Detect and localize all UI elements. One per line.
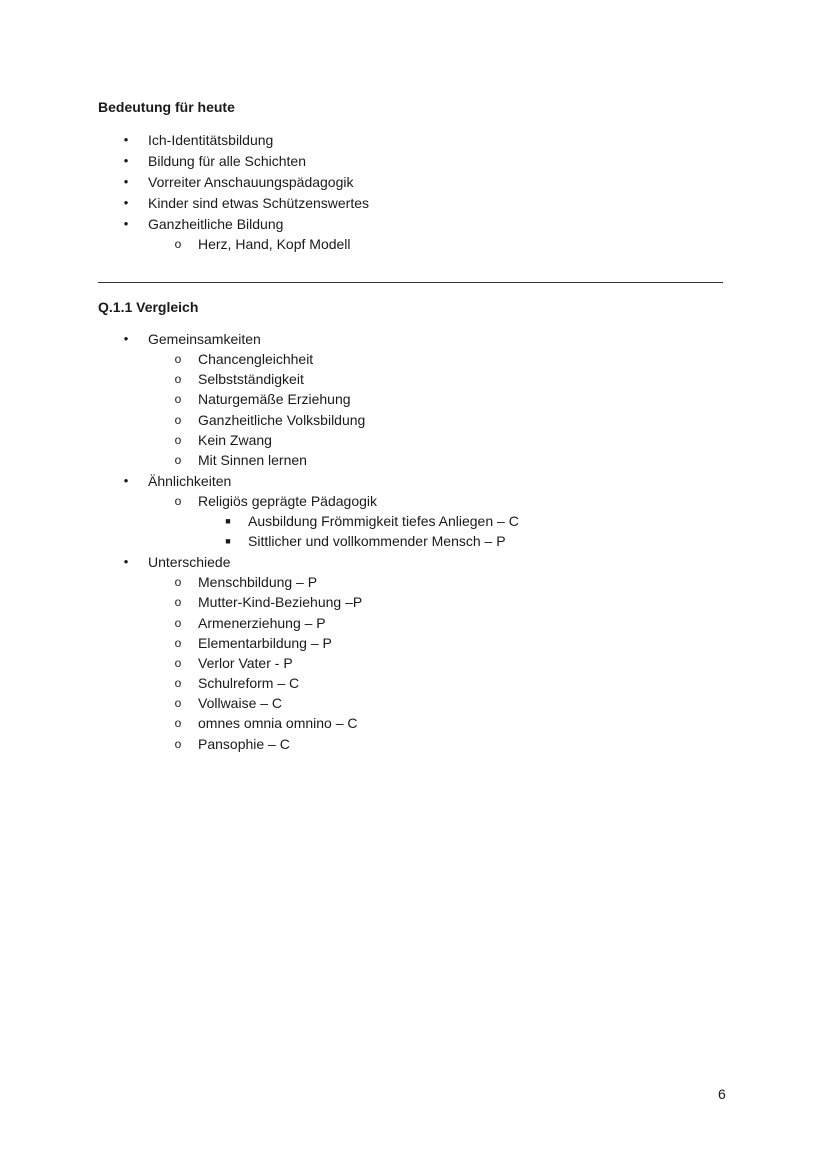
bullet-marker: •: [123, 216, 129, 231]
circle-marker: o: [174, 575, 182, 589]
list-subitem: Selbstständigkeit: [198, 371, 304, 387]
list-subitem: Kein Zwang: [198, 432, 272, 448]
list-item-unterschiede: Unterschiede: [148, 554, 231, 570]
list-item-aehnlichkeiten: Ähnlichkeiten: [148, 473, 232, 489]
circle-marker: o: [174, 453, 182, 467]
list-item: Ich-Identitätsbildung: [148, 132, 274, 148]
list-item: Bildung für alle Schichten: [148, 153, 306, 169]
page-number: 6: [718, 1086, 726, 1102]
circle-marker: o: [174, 636, 182, 650]
list-item-gemeinsamkeiten: Gemeinsamkeiten: [148, 331, 261, 347]
list-item: Ganzheitliche Bildung: [148, 216, 284, 232]
circle-marker: o: [174, 352, 182, 366]
list-subitem: Schulreform – C: [198, 675, 300, 691]
list-subitem: Vollwaise – C: [198, 695, 283, 711]
bullet-marker: •: [123, 473, 129, 488]
list-subitem: Herz, Hand, Kopf Modell: [198, 236, 351, 252]
bullet-marker: •: [123, 174, 129, 189]
horizontal-rule: [98, 282, 723, 283]
circle-marker: o: [174, 696, 182, 710]
bullet-marker: •: [123, 195, 129, 210]
list-subsubitem: Sittlicher und vollkommender Mensch – P: [248, 533, 506, 549]
bullet-marker: •: [123, 153, 129, 168]
circle-marker: o: [174, 392, 182, 406]
bullet-marker: •: [123, 132, 129, 147]
list-subitem: Mutter-Kind-Beziehung –P: [198, 594, 363, 610]
circle-marker: o: [174, 433, 182, 447]
list-subitem: Pansophie – C: [198, 736, 290, 752]
circle-marker: o: [174, 737, 182, 751]
circle-marker: o: [174, 372, 182, 386]
circle-marker: o: [174, 676, 182, 690]
list-subitem: omnes omnia omnino – C: [198, 715, 358, 731]
bullet-marker: •: [123, 554, 129, 569]
list-subsubitem: Ausbildung Frömmigkeit tiefes Anliegen – C: [248, 513, 519, 529]
list-subitem: Armenerziehung – P: [198, 615, 326, 631]
list-subitem: Naturgemäße Erziehung: [198, 391, 351, 407]
circle-marker: o: [174, 237, 182, 251]
list-subitem: Verlor Vater - P: [198, 655, 293, 671]
circle-marker: o: [174, 413, 182, 427]
list-subitem: Elementarbildung – P: [198, 635, 332, 651]
circle-marker: o: [174, 595, 182, 609]
bullet-marker: •: [123, 331, 129, 346]
list-item: Kinder sind etwas Schützenswertes: [148, 195, 369, 211]
circle-marker: o: [174, 494, 182, 508]
circle-marker: o: [174, 616, 182, 630]
square-marker: ■: [225, 536, 231, 546]
circle-marker: o: [174, 716, 182, 730]
square-marker: ■: [225, 516, 231, 526]
list-subitem: Ganzheitliche Volksbildung: [198, 412, 366, 428]
circle-marker: o: [174, 656, 182, 670]
list-subitem: Mit Sinnen lernen: [198, 452, 307, 468]
list-subitem: Menschbildung – P: [198, 574, 318, 590]
list-item: Vorreiter Anschauungspädagogik: [148, 174, 354, 190]
list-subitem: Religiös geprägte Pädagogik: [198, 493, 378, 509]
section-heading-bedeutung: Bedeutung für heute: [98, 99, 235, 115]
list-subitem: Chancengleichheit: [198, 351, 314, 367]
section-heading-vergleich: Q.1.1 Vergleich: [98, 299, 199, 315]
